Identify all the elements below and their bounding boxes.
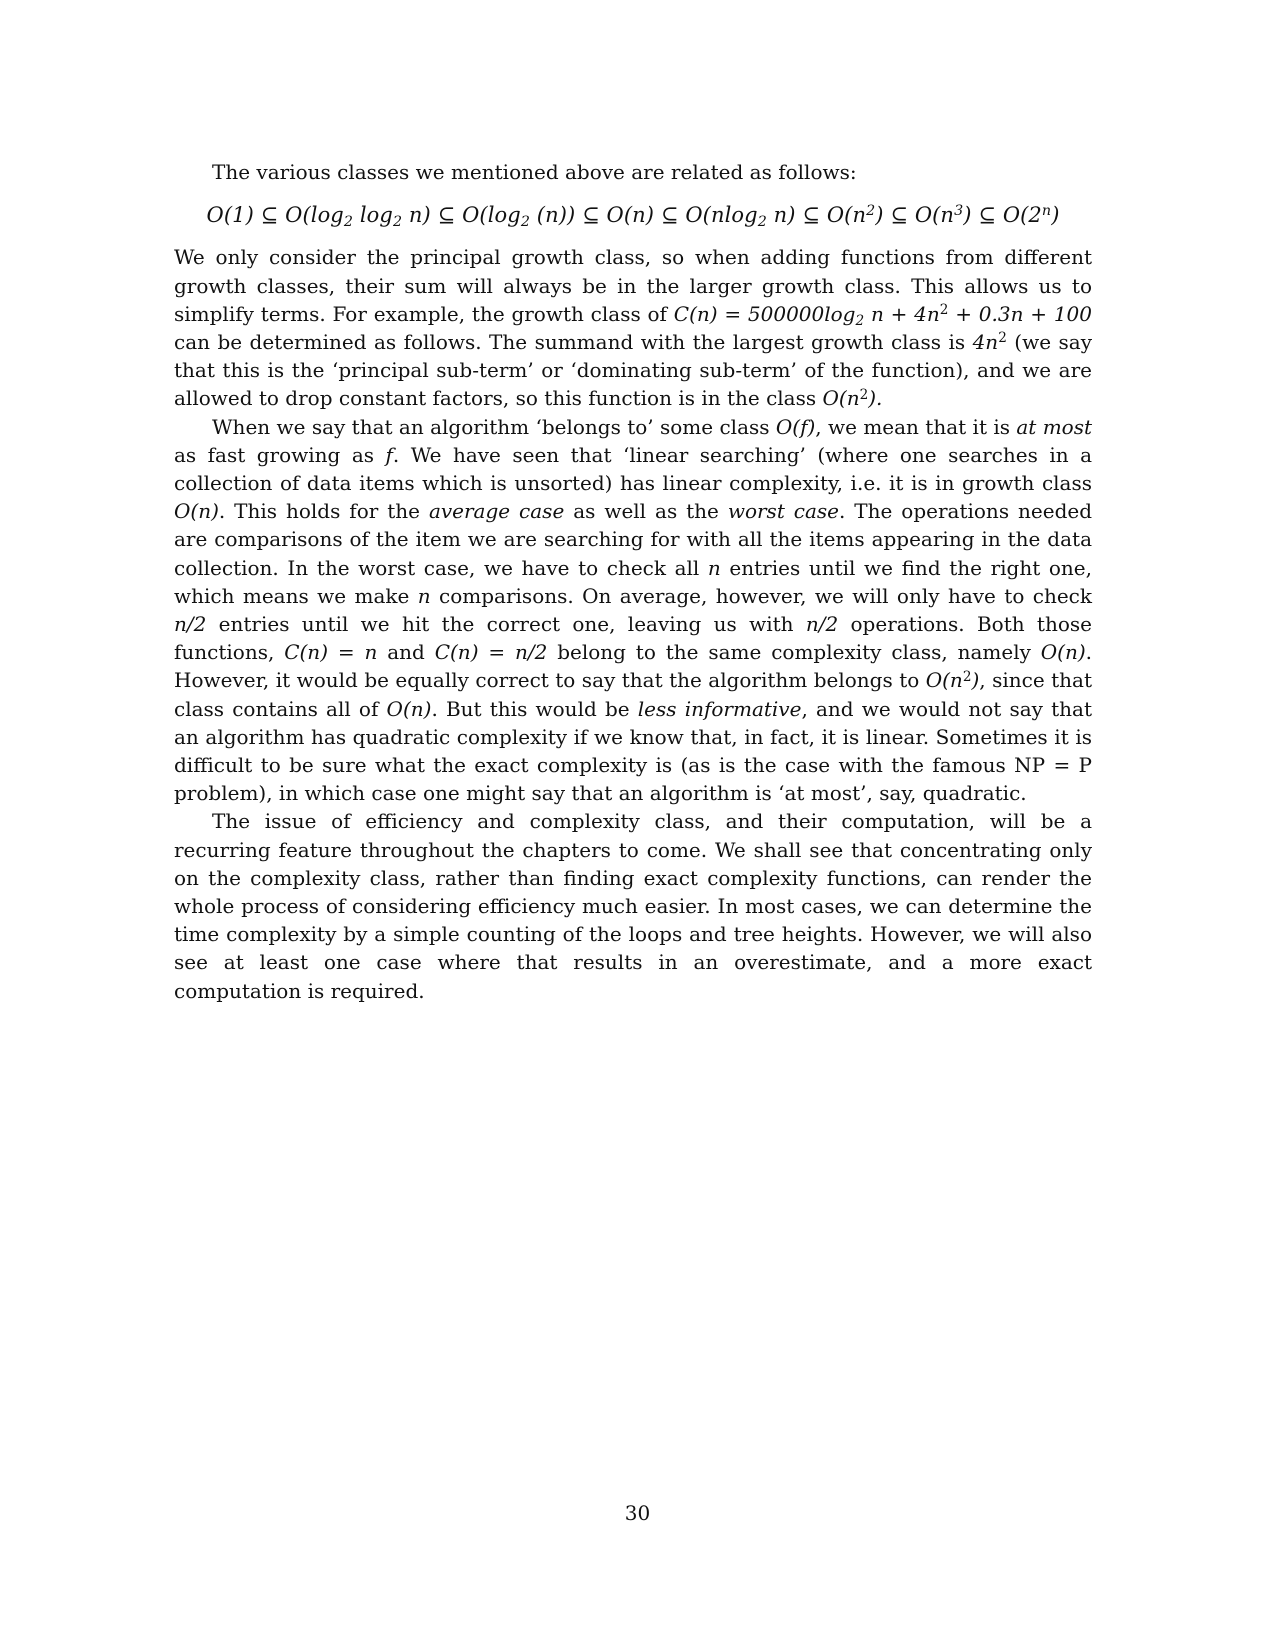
formula-term-exp: O(2$^n$) <box>1002 203 1060 228</box>
formula-term-on: O(n) <box>606 203 655 228</box>
paragraph-principal-growth-class: We only consider the principal growth class, so when adding functions from different growth classes, their sum will always be in the larger growth class. This allows us to simplify terms. For example, the growth class of $C(n) = 500000\log_2$ $n + 4n^2 + 0.3n + 100$ can be determined as follows. The summand with the largest growth class is $4n^2$ (we say that this is the ‘principal sub-term’ or ‘dominating sub-term’ of the function), and we are allowed to drop constant factors, so this function is in the class $O(n^2)$. <box>174 245 1092 411</box>
formula-term-o1: O(1) <box>206 203 254 228</box>
formula-term-nlog: O(nlog$_2$ n) <box>685 203 796 231</box>
growth-class-hierarchy-formula <box>174 201 1092 229</box>
subset-symbol: ⊆ <box>890 203 909 228</box>
page-number: 30 <box>624 1501 651 1525</box>
subset-symbol: ⊆ <box>437 203 456 228</box>
paragraph-efficiency-recurring: The issue of efficiency and complexity class, and their computation, will be a recurring feature throughout the chapters to come. We shall see that concentrating only on the complexity class, rather than finding exact complexity functions, can render the whole process of considering efficiency much easier. In most cases, we can determine the time complexity by a simple counting of the loops and tree heights. However, we will also see at least one case where that results in an overestimate, and a more exact computation is required. <box>174 809 1092 1003</box>
text-body <box>174 158 1092 1005</box>
paragraph-belongs-to-class: When we say that an algorithm ‘belongs to’ some class O(f), we mean that it is at most as fast growing as f. We have seen that ‘linear searching’ (where one searches in a collection of data items which is unsorted) has linear complexity, i.e. it is in growth class O(n). This holds for the average case as well as the worst case. The operations needed are comparisons of the item we are searching for with all the items appearing in the data collection. In the worst case, we have to check all n entries until we find the right one, which means we make n comparisons. On average, however, we will only have to check n/2 entries until we hit the correct one, leaving us with n/2 operations. Both those functions, C(n) = n and C(n) = n/2 belong to the same complexity class, namely O(n). However, it would be equally correct to say that the algorithm belongs to $O(n^2)$, since that class contains all of O(n). But this would be less informative, and we would not say that an algorithm has quadratic complexity if we know that, in fact, it is linear. Sometimes it is difficult to be sure what the exact complexity is (as is the case with the famous NP = P problem), in which case one might say that an algorithm is ‘at most’, say, quadratic. <box>174 414 1093 806</box>
subset-symbol: ⊆ <box>260 203 279 228</box>
intro-sentence: The various classes we mentioned above are related as follows: <box>212 160 857 184</box>
subset-symbol: ⊆ <box>582 203 600 228</box>
formula-term-n2: $O(n^2)$ <box>826 203 884 228</box>
subset-symbol: ⊆ <box>802 203 821 228</box>
subset-symbol: ⊆ <box>660 203 679 228</box>
formula-term-loglog: $O(\log_2$ $\log_2 n$) <box>285 203 431 231</box>
subset-symbol: ⊆ <box>978 203 997 228</box>
formula-term-log: $O(\log_2$ (n)) <box>462 203 576 231</box>
formula-term-n3: $O(n^3)$ <box>914 203 972 228</box>
